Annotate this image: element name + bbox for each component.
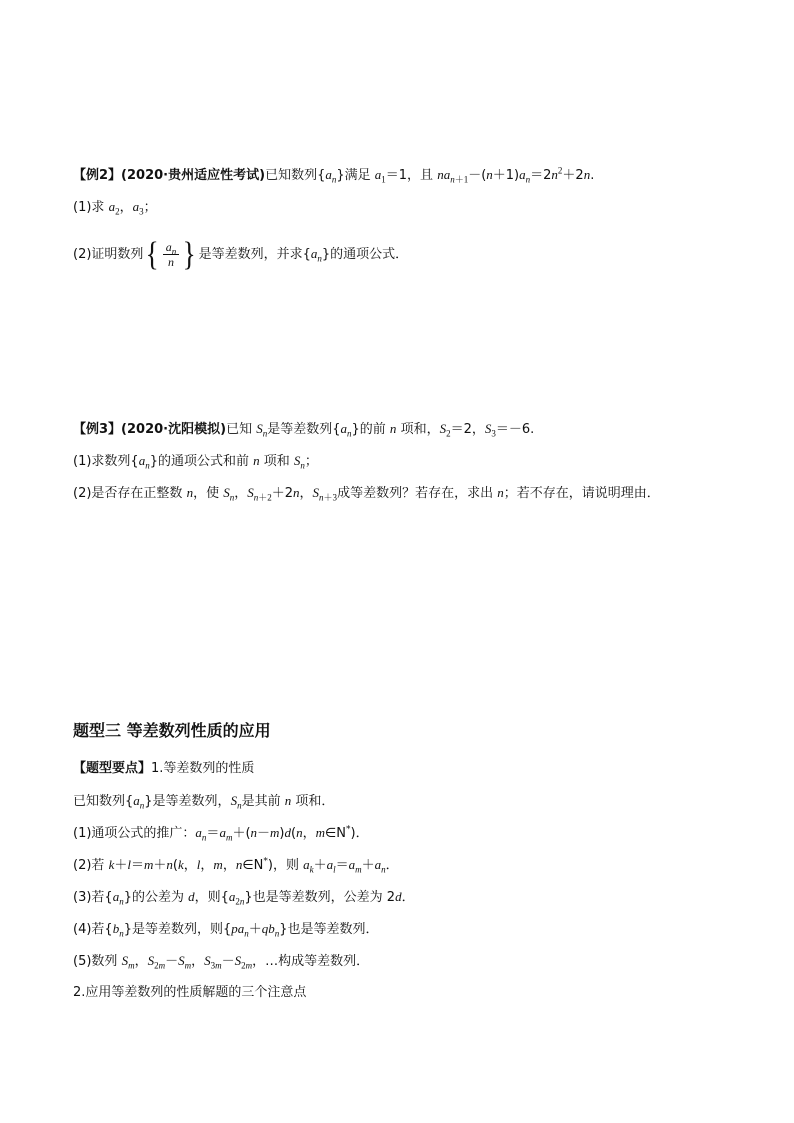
property-5: (5)数列 $S_m$，$S_{2m}-S_m$，$S_{3m}-S_{2m}$，…构成等差数列． xyxy=(73,953,370,971)
sequence-fraction: { $\frac{a_n}{n}$ } xyxy=(146,235,196,273)
example2-part1: (1)求 $a_2$，$a_3$； xyxy=(73,199,157,217)
example3-tag: 【例3】 xyxy=(73,422,122,437)
example2-source: (2020·贵州适应性考试) xyxy=(121,168,266,183)
example3-part1: (1)求数列$\{a_n\}$的通项公式和前 n 项和 $S_n$； xyxy=(73,453,318,471)
example2-part2: (2)证明数列 { $\frac{a_n}{n}$ } 是等差数列，并求$\{a_n\}$的通项公式． xyxy=(73,235,409,273)
example3-part2: (2)是否存在正整数 n，使 $S_n$，$S_{n+2}+2n$，$S_{n+3}$成等差数列？若存在，求出 n；若不存在，请说明理由． xyxy=(73,485,660,503)
property-2: (2)若 k＋l＝m＋n(k，l，m，n∈N*)，则 $a_k+a_l=a_m+a_n$． xyxy=(73,856,399,875)
example2-tag: 【例2】 xyxy=(73,168,122,183)
property-3: (3)若$\{a_n\}$的公差为 d，则$\{a_{2n}\}$也是等差数列，公差为 2d． xyxy=(73,889,415,907)
points-tag: 【题型要点】 xyxy=(73,761,152,776)
points-title: 【题型要点】1.等差数列的性质 xyxy=(73,761,255,776)
section-intro: 已知数列$\{a_n\}$是等差数列，$S_n$是其前 n 项和． xyxy=(73,793,335,811)
example2-statement: 【例2】(2020·贵州适应性考试)已知数列$\{a_n\}$满足 $a_1=1$，且 $na_{n+1}-(n+1)a_n=2n^2+2n$. xyxy=(73,165,595,185)
example3-statement: 【例3】(2020·沈阳模拟)已知 $S_n$是等差数列$\{a_n\}$的前 n 项和，$S_2=2$，$S_3=-6$. xyxy=(73,421,535,439)
property-1: (1)通项公式的推广：$a_n=a_m+(n-m)d(n$，m∈N*)． xyxy=(73,824,369,843)
note-2: 2.应用等差数列的性质解题的三个注意点 xyxy=(73,985,307,1000)
example3-source: (2020·沈阳模拟) xyxy=(121,422,227,437)
property-4: (4)若$\{b_n\}$是等差数列，则$\{pa_n+qb_n\}$也是等差数列． xyxy=(73,921,379,939)
section-heading: 题型三 等差数列性质的应用 xyxy=(73,721,271,740)
